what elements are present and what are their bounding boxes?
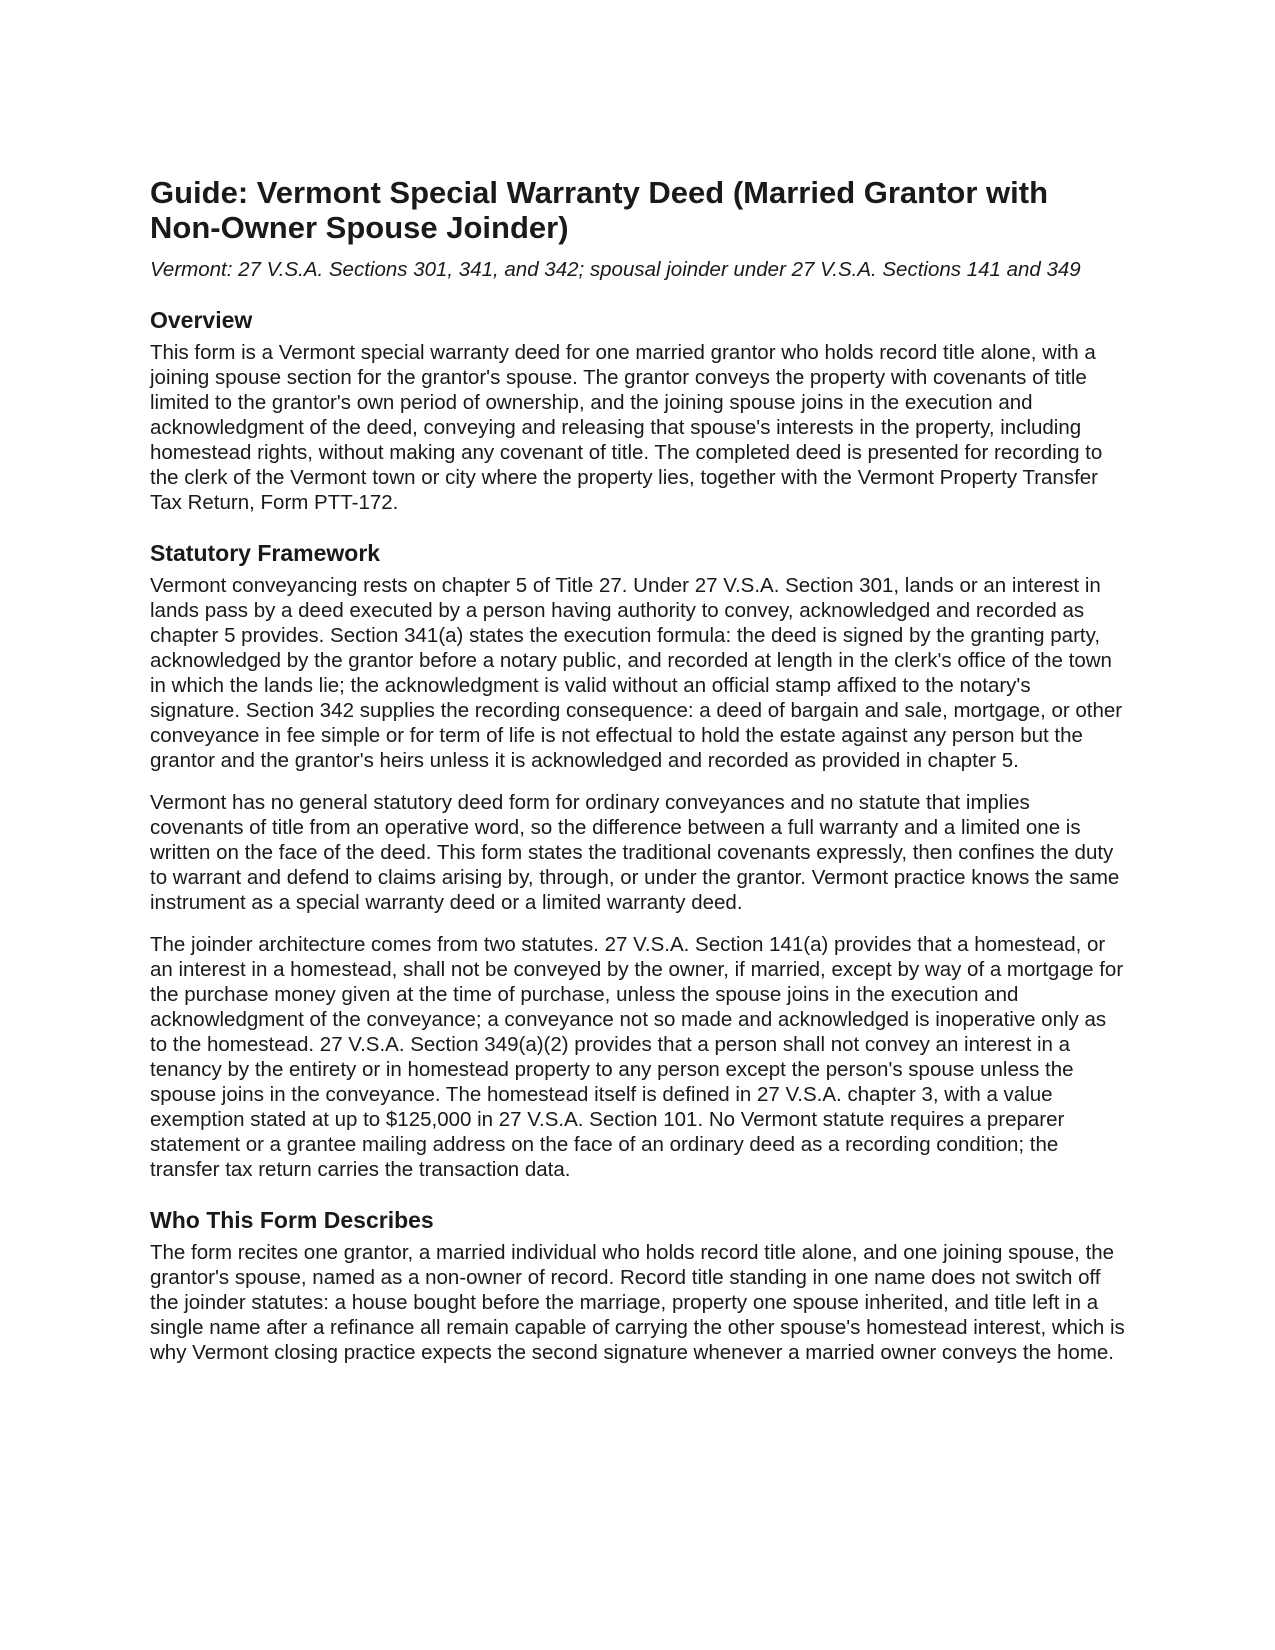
document-page xyxy=(150,175,1126,1365)
document-subtitle: Vermont: 27 V.S.A. Sections 301, 341, and 342; spousal joinder under 27 V.S.A. Sections 141 and 349 xyxy=(150,258,1081,281)
section-heading: Statutory Framework xyxy=(150,540,381,566)
paragraph: The form recites one grantor, a married individual who holds record title alone, and one joining spouse, the grantor's spouse, named as a non-owner of record. Record title standing in one name does not switch off the joinder statutes: a house bought before the marriage, property one spouse inherited, and title left in a single name after a refinance all remain capable of carrying the other spouse's homestead interest, which is why Vermont closing practice expects the second signature whenever a married owner conveys the home. xyxy=(150,1241,1125,1364)
paragraph: This form is a Vermont special warranty deed for one married grantor who holds record title alone, with a joining spouse section for the grantor's spouse. The grantor conveys the property with covenants of title limited to the grantor's own period of ownership, and the joining spouse joins in the execution and acknowledgment of the deed, conveying and releasing that spouse's interests in the property, including homestead rights, without making any covenant of title. The completed deed is presented for recording to the clerk of the Vermont town or city where the property lies, together with the Vermont Property Transfer Tax Return, Form PTT-172. xyxy=(150,341,1103,514)
section-heading: Overview xyxy=(150,307,253,333)
section-who-this-form-describes xyxy=(150,1206,1126,1365)
paragraph: Vermont has no general statutory deed form for ordinary conveyances and no statute that implies covenants of title from an operative word, so the difference between a full warranty and a limited one is written on the face of the deed. This form states the traditional covenants expressly, then confines the duty to warrant and defend to claims arising by, through, or under the grantor. Vermont practice knows the same instrument as a special warranty deed or a limited warranty deed. xyxy=(150,791,1120,914)
paragraph: The joinder architecture comes from two statutes. 27 V.S.A. Section 141(a) provides that a homestead, or an interest in a homestead, shall not be conveyed by the owner, if married, except by way of a mortgage for the purchase money given at the time of purchase, unless the spouse joins in the execution and acknowledgment of the conveyance; a conveyance not so made and acknowledged is inoperative only as to the homestead. 27 V.S.A. Section 349(a)(2) provides that a person shall not convey an interest in a tenancy by the entirety or in homestead property to any person except the person's spouse unless the spouse joins in the conveyance. The homestead itself is defined in 27 V.S.A. chapter 3, with a value exemption stated at up to $125,000 in 27 V.S.A. Section 101. No Vermont statute requires a preparer statement or a grantee mailing address on the face of an ordinary deed as a recording condition; the transfer tax return carries the transaction data. xyxy=(150,933,1124,1181)
section-statutory-framework xyxy=(150,539,1126,1182)
document-title: Guide: Vermont Special Warranty Deed (Married Grantor with Non-Owner Spouse Joinder) xyxy=(150,175,1049,245)
paragraph: Vermont conveyancing rests on chapter 5 of Title 27. Under 27 V.S.A. Section 301, lands or an interest in lands pass by a deed executed by a person having authority to convey, acknowledged and recorded as chapter 5 provides. Section 341(a) states the execution formula: the deed is signed by the granting party, acknowledged by the grantor before a notary public, and recorded at length in the clerk's office of the town in which the lands lie; the acknowledgment is valid without an official stamp affixed to the notary's signature. Section 342 supplies the recording consequence: a deed of bargain and sale, mortgage, or other conveyance in fee simple or for term of life is not effectual to hold the estate against any person but the grantor and the grantor's heirs unless it is acknowledged and recorded as provided in chapter 5. xyxy=(150,574,1123,772)
section-overview xyxy=(150,306,1126,515)
section-heading: Who This Form Describes xyxy=(150,1207,434,1233)
